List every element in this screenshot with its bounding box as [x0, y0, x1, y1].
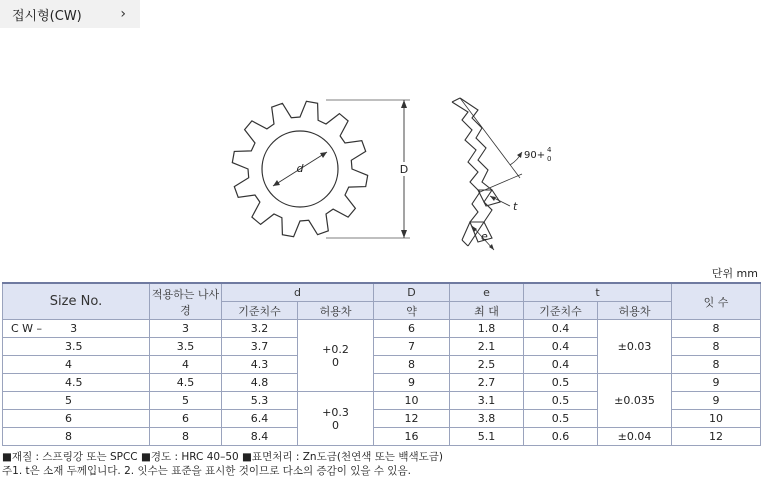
D-cell: 12 [374, 410, 450, 428]
teeth-cell: 8 [672, 356, 761, 374]
table-row [3, 374, 761, 392]
screw-cell: 4.5 [150, 374, 222, 392]
e-cell: 2.7 [450, 374, 524, 392]
t-cell: 0.5 [524, 410, 598, 428]
size-cell: 4 [3, 356, 150, 374]
teeth-cell: 12 [672, 428, 761, 446]
D-cell: 7 [374, 338, 450, 356]
D-cell: 9 [374, 374, 450, 392]
label-e: e [481, 230, 488, 243]
size-value: 3 [70, 322, 78, 335]
d-cell: 6.4 [222, 410, 298, 428]
teeth-cell: 9 [672, 392, 761, 410]
D-cell: 16 [374, 428, 450, 446]
teeth-cell: 8 [672, 338, 761, 356]
d-tol-cell-1: +0.2 0 [298, 320, 374, 392]
e-cell: 2.1 [450, 338, 524, 356]
t-tol-cell-2: ±0.035 [598, 374, 672, 428]
t-tol-cell-3: ±0.04 [598, 428, 672, 446]
chevron-right-icon: › [120, 6, 126, 22]
header-t-tol: 허용차 [598, 302, 672, 320]
D-cell: 8 [374, 356, 450, 374]
t-cell: 0.6 [524, 428, 598, 446]
size-cell [3, 320, 150, 338]
d-cell: 4.3 [222, 356, 298, 374]
d-tol-cell-2: +0.3 0 [298, 392, 374, 446]
notes [2, 450, 443, 478]
screw-cell: 5 [150, 392, 222, 410]
spec-table [2, 282, 761, 446]
header-e: e [450, 283, 524, 302]
d-cell: 3.2 [222, 320, 298, 338]
material-note: ■재질 : 스프링강 또는 SPCC ■경도 : HRC 40–50 ■표면처리 : Zn도금(천연색 또는 백색도금) [2, 451, 444, 463]
screw-cell: 3 [150, 320, 222, 338]
category-title: 접시형(CW) [12, 8, 82, 24]
table-row [3, 428, 761, 446]
header-e-sub: 최 대 [450, 302, 524, 320]
washer-side-view [452, 98, 500, 246]
size-cell: 8 [3, 428, 150, 446]
header-d-basic: 기준치수 [222, 302, 298, 320]
e-cell: 5.1 [450, 428, 524, 446]
screw-cell: 4 [150, 356, 222, 374]
e-cell: 2.5 [450, 356, 524, 374]
header-D: D [374, 283, 450, 302]
size-cell: 5 [3, 392, 150, 410]
t-cell: 0.5 [524, 374, 598, 392]
size-cell: 6 [3, 410, 150, 428]
e-cell: 3.8 [450, 410, 524, 428]
e-cell: 1.8 [450, 320, 524, 338]
table-row [3, 320, 761, 338]
size-cell: 4.5 [3, 374, 150, 392]
header-t-basic: 기준치수 [524, 302, 598, 320]
header-d-tol: 허용차 [298, 302, 374, 320]
t-cell: 0.4 [524, 320, 598, 338]
angle-sup: 4 [547, 146, 552, 154]
size-cell: 3.5 [3, 338, 150, 356]
footnote: 주1. t은 소재 두께입니다. 2. 잇수는 표준을 표시한 것이므로 다소의 증감이 있을 수 있음. [2, 465, 411, 477]
d-cell: 8.4 [222, 428, 298, 446]
angle-label: 90+ [524, 150, 546, 161]
header-screw: 적용하는 나사경 [150, 283, 222, 320]
e-cell: 3.1 [450, 392, 524, 410]
t-tol-cell-1: ±0.03 [598, 320, 672, 374]
D-cell: 10 [374, 392, 450, 410]
d-cell: 5.3 [222, 392, 298, 410]
d-cell: 4.8 [222, 374, 298, 392]
t-cell: 0.4 [524, 356, 598, 374]
header-d: d [222, 283, 374, 302]
D-cell: 6 [374, 320, 450, 338]
unit-label: 단위 mm [711, 267, 758, 280]
teeth-cell: 8 [672, 320, 761, 338]
label-t: t [513, 200, 518, 213]
angle-line-b [480, 174, 522, 192]
label-d: d [296, 162, 304, 175]
t-cell: 0.5 [524, 392, 598, 410]
label-D: D [399, 163, 409, 176]
screw-cell: 6 [150, 410, 222, 428]
header-size: Size No. [3, 283, 150, 320]
screw-cell: 3.5 [150, 338, 222, 356]
size-prefix: C W – [11, 322, 43, 335]
teeth-cell: 10 [672, 410, 761, 428]
t-cell: 0.4 [524, 338, 598, 356]
screw-cell: 8 [150, 428, 222, 446]
header-D-sub: 약 [374, 302, 450, 320]
d-cell: 3.7 [222, 338, 298, 356]
teeth-cell: 9 [672, 374, 761, 392]
header-teeth: 잇 수 [672, 283, 761, 320]
angle-sub: 0 [547, 155, 552, 163]
header-t: t [524, 283, 672, 302]
angle-line-a [460, 98, 520, 178]
